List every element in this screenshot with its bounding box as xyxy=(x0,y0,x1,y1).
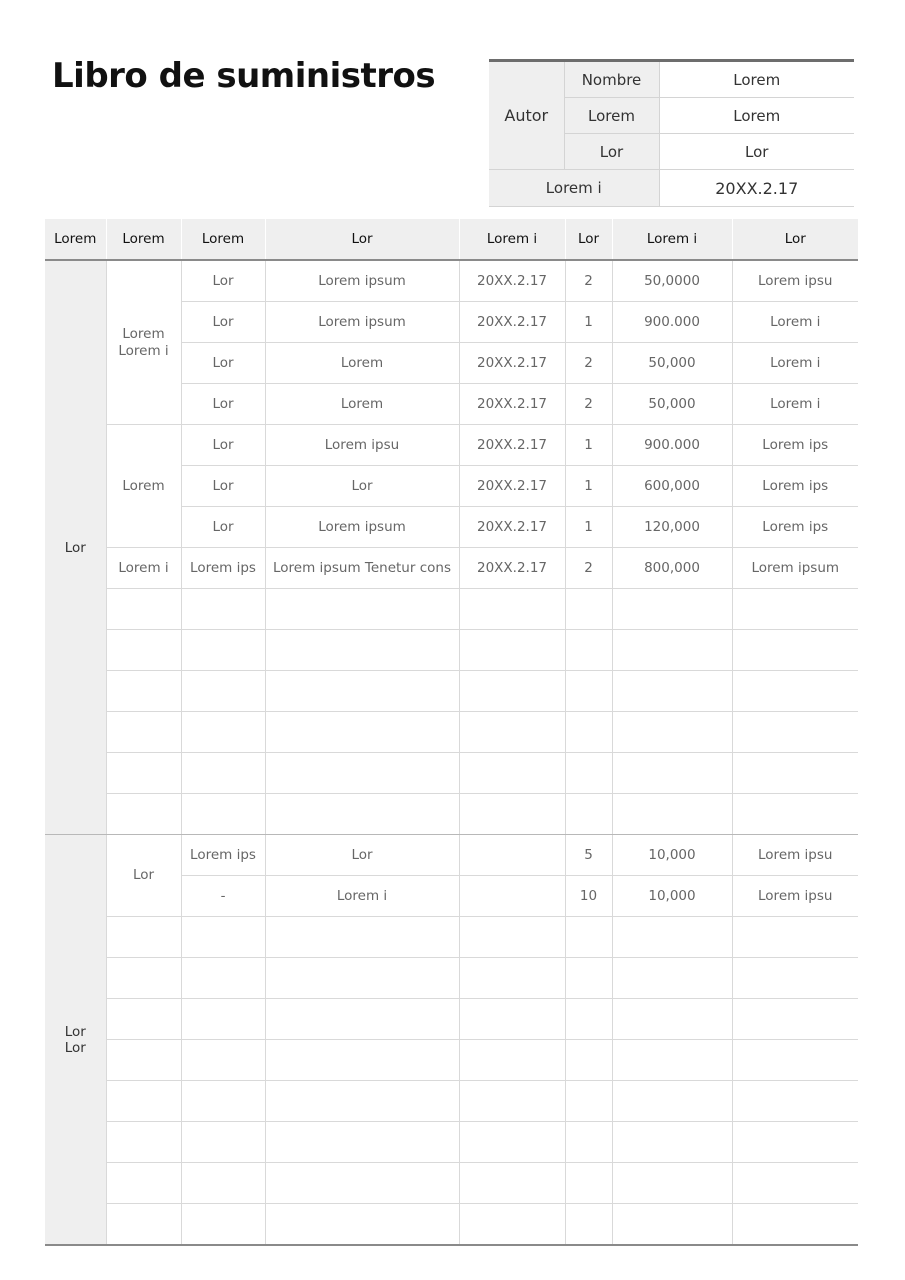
table-cell: 900.000 xyxy=(612,302,732,343)
empty-cell xyxy=(732,1163,858,1204)
page-title: Libro de suministros xyxy=(52,56,436,96)
table-cell: 120,000 xyxy=(612,507,732,548)
empty-cell xyxy=(181,1163,265,1204)
empty-cell xyxy=(612,671,732,712)
empty-cell xyxy=(106,712,181,753)
empty-cell xyxy=(265,1163,459,1204)
table-cell: Lorem ipsu xyxy=(732,835,858,876)
table-cell: 1 xyxy=(565,302,612,343)
author-row-value: Lor xyxy=(659,134,854,170)
date-value: 20XX.2.17 xyxy=(659,170,854,207)
table-cell: 2 xyxy=(565,548,612,589)
category-cell: Lor Lor xyxy=(45,835,106,1246)
empty-cell xyxy=(265,794,459,835)
empty-cell xyxy=(459,630,565,671)
column-header: Lorem i xyxy=(612,219,732,260)
empty-cell xyxy=(106,753,181,794)
table-cell: 800,000 xyxy=(612,548,732,589)
empty-cell xyxy=(265,671,459,712)
author-row-label: Lorem xyxy=(564,98,659,134)
empty-cell xyxy=(181,671,265,712)
empty-cell xyxy=(181,917,265,958)
table-cell: 10,000 xyxy=(612,876,732,917)
empty-cell xyxy=(265,1204,459,1246)
column-header: Lorem xyxy=(181,219,265,260)
date-label: Lorem i xyxy=(489,170,659,207)
table-cell: Lor xyxy=(265,466,459,507)
table-cell: Lorem ipsum Tenetur cons xyxy=(265,548,459,589)
table-cell: 20XX.2.17 xyxy=(459,260,565,302)
table-cell: 50,000 xyxy=(612,384,732,425)
empty-cell xyxy=(612,794,732,835)
table-cell: 10 xyxy=(565,876,612,917)
empty-cell xyxy=(565,1204,612,1246)
table-cell: Lorem xyxy=(265,384,459,425)
empty-row xyxy=(45,794,858,835)
empty-cell xyxy=(565,589,612,630)
empty-row xyxy=(45,917,858,958)
empty-cell xyxy=(106,999,181,1040)
empty-cell xyxy=(459,1081,565,1122)
empty-cell xyxy=(732,1122,858,1163)
empty-cell xyxy=(459,958,565,999)
empty-cell xyxy=(612,1040,732,1081)
empty-cell xyxy=(732,712,858,753)
table-cell: 1 xyxy=(565,507,612,548)
author-section-label: Autor xyxy=(489,61,564,170)
empty-cell xyxy=(459,917,565,958)
empty-cell xyxy=(106,630,181,671)
table-row xyxy=(45,425,858,466)
table-cell: 900.000 xyxy=(612,425,732,466)
empty-cell xyxy=(612,630,732,671)
table-cell: 10,000 xyxy=(612,835,732,876)
table-cell: Lorem ips xyxy=(732,466,858,507)
empty-cell xyxy=(565,1122,612,1163)
empty-cell xyxy=(565,958,612,999)
empty-cell xyxy=(459,1204,565,1246)
empty-cell xyxy=(265,999,459,1040)
empty-cell xyxy=(612,999,732,1040)
empty-cell xyxy=(612,712,732,753)
table-cell: 50,0000 xyxy=(612,260,732,302)
empty-cell xyxy=(732,1081,858,1122)
column-header: Lorem xyxy=(106,219,181,260)
empty-cell xyxy=(612,1081,732,1122)
empty-cell xyxy=(565,794,612,835)
table-cell: 20XX.2.17 xyxy=(459,507,565,548)
empty-cell xyxy=(459,712,565,753)
table-cell: Lorem ips xyxy=(732,507,858,548)
empty-cell xyxy=(106,1081,181,1122)
table-cell: Lor xyxy=(181,466,265,507)
empty-cell xyxy=(732,917,858,958)
empty-row xyxy=(45,589,858,630)
table-cell: Lorem i xyxy=(732,384,858,425)
empty-cell xyxy=(612,1163,732,1204)
empty-cell xyxy=(459,999,565,1040)
empty-cell xyxy=(265,753,459,794)
author-row-value: Lorem xyxy=(659,98,854,134)
empty-cell xyxy=(565,1081,612,1122)
table-cell: 1 xyxy=(565,466,612,507)
table-cell: Lorem ips xyxy=(181,835,265,876)
empty-cell xyxy=(106,1122,181,1163)
empty-cell xyxy=(565,671,612,712)
empty-cell xyxy=(732,671,858,712)
table-cell: Lorem xyxy=(265,343,459,384)
table-cell: Lorem i xyxy=(732,343,858,384)
table-cell: Lor xyxy=(181,384,265,425)
table-cell: Lorem ipsum xyxy=(265,507,459,548)
empty-cell xyxy=(181,1040,265,1081)
empty-cell xyxy=(106,958,181,999)
empty-cell xyxy=(181,1122,265,1163)
table-cell: Lor xyxy=(181,260,265,302)
empty-cell xyxy=(612,753,732,794)
table-cell xyxy=(459,835,565,876)
empty-cell xyxy=(565,753,612,794)
empty-cell xyxy=(181,999,265,1040)
empty-cell xyxy=(181,589,265,630)
table-cell: Lorem i xyxy=(265,876,459,917)
table-cell: 20XX.2.17 xyxy=(459,302,565,343)
empty-cell xyxy=(612,1204,732,1246)
empty-cell xyxy=(459,589,565,630)
empty-cell xyxy=(459,794,565,835)
empty-cell xyxy=(732,1204,858,1246)
table-cell: Lorem ipsu xyxy=(732,876,858,917)
empty-cell xyxy=(106,1163,181,1204)
empty-cell xyxy=(612,958,732,999)
empty-row xyxy=(45,630,858,671)
column-header: Lor xyxy=(565,219,612,260)
empty-row xyxy=(45,958,858,999)
group-cell: Lor xyxy=(106,835,181,917)
empty-cell xyxy=(612,1122,732,1163)
empty-row xyxy=(45,1163,858,1204)
empty-cell xyxy=(106,917,181,958)
table-cell: 1 xyxy=(565,425,612,466)
empty-cell xyxy=(565,917,612,958)
empty-cell xyxy=(459,753,565,794)
table-cell: 2 xyxy=(565,260,612,302)
empty-cell xyxy=(459,1163,565,1204)
empty-cell xyxy=(181,1081,265,1122)
empty-cell xyxy=(265,712,459,753)
table-cell: 2 xyxy=(565,343,612,384)
empty-cell xyxy=(181,712,265,753)
author-row-value: Lorem xyxy=(659,61,854,98)
empty-row xyxy=(45,1122,858,1163)
column-header: Lor xyxy=(732,219,858,260)
empty-cell xyxy=(265,589,459,630)
empty-cell xyxy=(732,753,858,794)
table-cell: Lor xyxy=(181,302,265,343)
empty-cell xyxy=(106,1204,181,1246)
category-cell: Lor xyxy=(45,260,106,835)
empty-cell xyxy=(732,794,858,835)
empty-cell xyxy=(565,999,612,1040)
empty-cell xyxy=(732,630,858,671)
table-cell xyxy=(459,876,565,917)
empty-cell xyxy=(181,630,265,671)
empty-cell xyxy=(565,630,612,671)
author-row-label: Lor xyxy=(564,134,659,170)
table-header-row xyxy=(45,219,858,260)
empty-cell xyxy=(612,589,732,630)
table-cell: Lor xyxy=(181,343,265,384)
table-cell: Lor xyxy=(181,507,265,548)
empty-cell xyxy=(265,1122,459,1163)
empty-cell xyxy=(181,753,265,794)
table-cell: Lorem i xyxy=(732,302,858,343)
empty-cell xyxy=(106,671,181,712)
table-cell: Lorem ipsum xyxy=(732,548,858,589)
empty-cell xyxy=(459,1040,565,1081)
empty-cell xyxy=(181,1204,265,1246)
empty-cell xyxy=(265,917,459,958)
author-box xyxy=(489,59,854,207)
table-cell: Lorem ipsu xyxy=(265,425,459,466)
empty-cell xyxy=(565,1040,612,1081)
empty-cell xyxy=(265,958,459,999)
empty-cell xyxy=(459,671,565,712)
table-cell: 20XX.2.17 xyxy=(459,343,565,384)
table-cell: 20XX.2.17 xyxy=(459,425,565,466)
empty-cell xyxy=(106,794,181,835)
empty-cell xyxy=(732,999,858,1040)
table-cell: 2 xyxy=(565,384,612,425)
table-cell: 20XX.2.17 xyxy=(459,548,565,589)
empty-cell xyxy=(106,1040,181,1081)
group-cell: Lorem xyxy=(106,425,181,548)
empty-cell xyxy=(612,917,732,958)
column-header: Lorem i xyxy=(459,219,565,260)
empty-cell xyxy=(265,630,459,671)
column-header: Lor xyxy=(265,219,459,260)
table-cell: 20XX.2.17 xyxy=(459,466,565,507)
empty-cell xyxy=(265,1081,459,1122)
table-row xyxy=(45,260,858,302)
table-cell: Lorem ipsum xyxy=(265,302,459,343)
empty-cell xyxy=(565,712,612,753)
group-cell: Lorem Lorem i xyxy=(106,260,181,425)
author-row-label: Nombre xyxy=(564,61,659,98)
table-cell: Lor xyxy=(265,835,459,876)
supplies-table xyxy=(45,219,858,1246)
table-cell: Lorem ipsu xyxy=(732,260,858,302)
empty-row xyxy=(45,1040,858,1081)
table-cell: Lorem ips xyxy=(732,425,858,466)
table-cell: - xyxy=(181,876,265,917)
table-cell: 5 xyxy=(565,835,612,876)
empty-cell xyxy=(265,1040,459,1081)
column-header: Lorem xyxy=(45,219,106,260)
empty-row xyxy=(45,671,858,712)
empty-cell xyxy=(106,589,181,630)
table-cell: 600,000 xyxy=(612,466,732,507)
table-cell: Lorem ips xyxy=(181,548,265,589)
table-row xyxy=(45,835,858,876)
empty-row xyxy=(45,1081,858,1122)
table-cell: Lor xyxy=(181,425,265,466)
empty-cell xyxy=(181,794,265,835)
empty-cell xyxy=(732,589,858,630)
empty-cell xyxy=(459,1122,565,1163)
table-cell: 20XX.2.17 xyxy=(459,384,565,425)
empty-row xyxy=(45,753,858,794)
empty-cell xyxy=(565,1163,612,1204)
empty-row xyxy=(45,1204,858,1246)
empty-row xyxy=(45,712,858,753)
table-body xyxy=(45,260,858,1245)
table-row xyxy=(45,548,858,589)
group-cell: Lorem i xyxy=(106,548,181,589)
table-cell: 50,000 xyxy=(612,343,732,384)
empty-cell xyxy=(732,1040,858,1081)
empty-cell xyxy=(732,958,858,999)
empty-row xyxy=(45,999,858,1040)
table-cell: Lorem ipsum xyxy=(265,260,459,302)
empty-cell xyxy=(181,958,265,999)
